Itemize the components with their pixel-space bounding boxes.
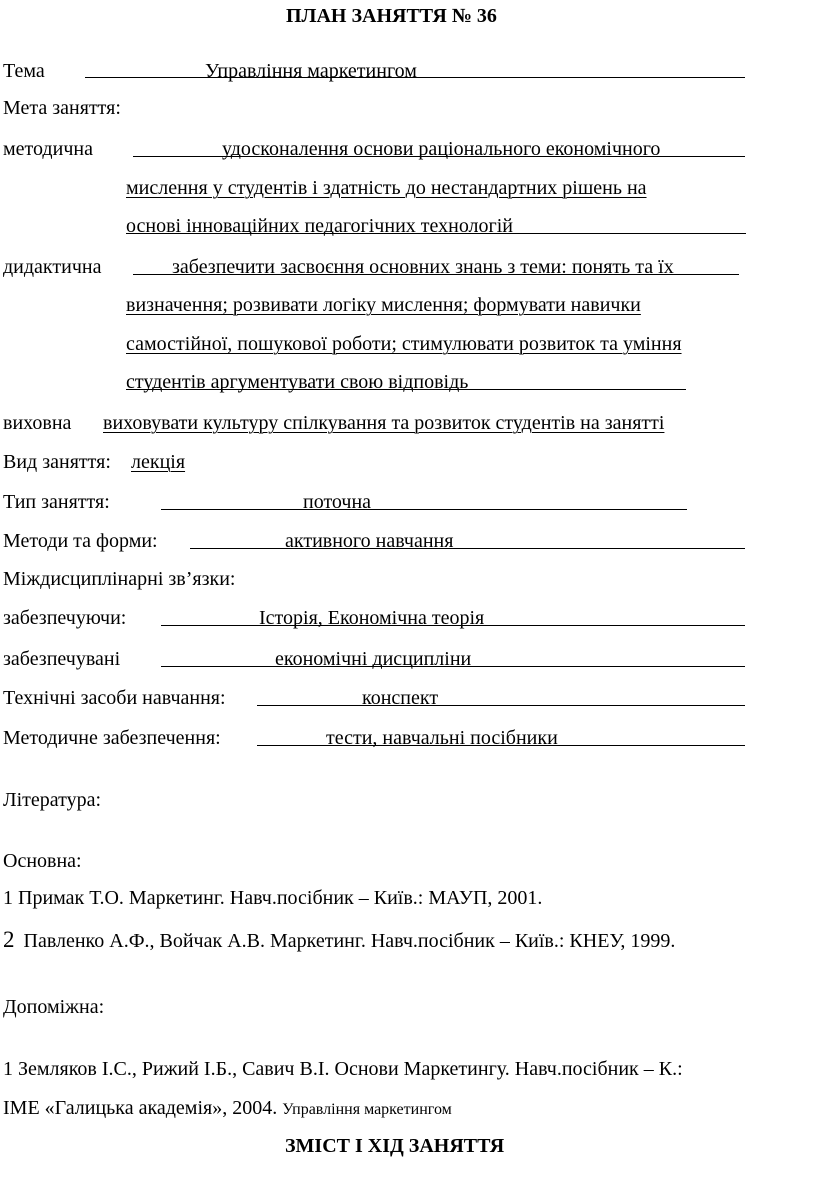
- didactic-label: дидактична: [3, 256, 102, 278]
- main-literature-heading: Основна:: [3, 850, 82, 872]
- page-title: ПЛАН ЗАНЯТТЯ № 36: [286, 5, 497, 27]
- didactic-line-1: забезпечити засвоєння основних знань з теми: понять та їх: [172, 256, 674, 278]
- item-number: 1: [3, 1058, 13, 1080]
- lesson-type-value: поточна: [303, 491, 372, 513]
- educational-value: виховувати культуру спілкування та розвиток студентів на занятті: [103, 412, 665, 434]
- educational-label: виховна: [3, 412, 72, 434]
- topic-value: Управління маркетингом: [205, 60, 417, 82]
- providing-value: Історія, Економічна теорія: [259, 607, 485, 629]
- item-text: Павленко А.Ф., Войчак А.В. Маркетинг. Навч.посібник – Київ.: КНЕУ, 1999.: [23, 930, 676, 952]
- interdisciplinary-label: Міждисциплінарні зв’язки:: [3, 568, 236, 590]
- method-support-label: Методичне забезпечення:: [3, 727, 221, 749]
- topic-label: Тема: [3, 60, 45, 82]
- item-text: Примак Т.О. Маркетинг. Навч.посібник – Київ.: МАУП, 2001.: [18, 887, 543, 909]
- provided-value: економічні дисципліни: [275, 648, 472, 670]
- lesson-type-label: Тип заняття:: [3, 491, 110, 513]
- tech-means-underline: [257, 705, 745, 706]
- literature-heading: Література:: [3, 789, 102, 811]
- lesson-kind-label: Вид заняття:: [3, 451, 111, 473]
- item-text: Земляков І.С., Рижий І.Б., Савич В.І. Основи Маркетингу. Навч.посібник – К.:: [18, 1058, 683, 1080]
- tech-means-value: конспект: [362, 687, 439, 709]
- tech-means-label: Технічні засоби навчання:: [3, 687, 226, 709]
- methods-value: активного навчання: [285, 530, 454, 552]
- main-literature-item-1: [3, 886, 542, 910]
- lesson-kind-value: лекція: [131, 451, 186, 473]
- providing-label: забезпечуючи:: [3, 607, 127, 629]
- lesson-type-underline: [161, 509, 687, 510]
- item-text-cont: ІМЕ «Галицька академія», 2004.: [3, 1097, 278, 1119]
- method-support-value: тести, навчальні посібники: [326, 727, 558, 749]
- didactic-line-3: самостійної, пошукової роботи; стимулювати розвиток та уміння: [126, 333, 682, 355]
- aux-literature-item-1-cont: [3, 1096, 452, 1122]
- methodical-line-2: мислення у студентів і здатність до нестандартних рішень на: [126, 177, 647, 199]
- goal-label: Мета заняття:: [3, 97, 121, 119]
- methodical-line-3: основі інноваційних педагогічних технологій: [126, 215, 514, 237]
- provided-label: забезпечувані: [3, 648, 121, 670]
- aux-literature-heading: Допоміжна:: [3, 996, 105, 1018]
- methodical-label: методична: [3, 138, 93, 160]
- methods-label: Методи та форми:: [3, 530, 158, 552]
- methods-underline: [190, 548, 745, 549]
- item-number: 2: [3, 927, 15, 952]
- item-number: 1: [3, 887, 13, 909]
- section-title: ЗМІСТ І ХІД ЗАНЯТТЯ: [285, 1135, 505, 1157]
- aux-literature-item-1: [3, 1057, 683, 1081]
- main-literature-item-2: [3, 928, 675, 953]
- item-tail: Управління маркетингом: [282, 1101, 452, 1118]
- didactic-line-2: визначення; розвивати логіку мислення; формувати навички: [126, 294, 641, 316]
- didactic-line-4: студентів аргументувати свою відповідь: [126, 371, 469, 393]
- methodical-line-1: удосконалення основи раціонального економічного: [222, 138, 661, 160]
